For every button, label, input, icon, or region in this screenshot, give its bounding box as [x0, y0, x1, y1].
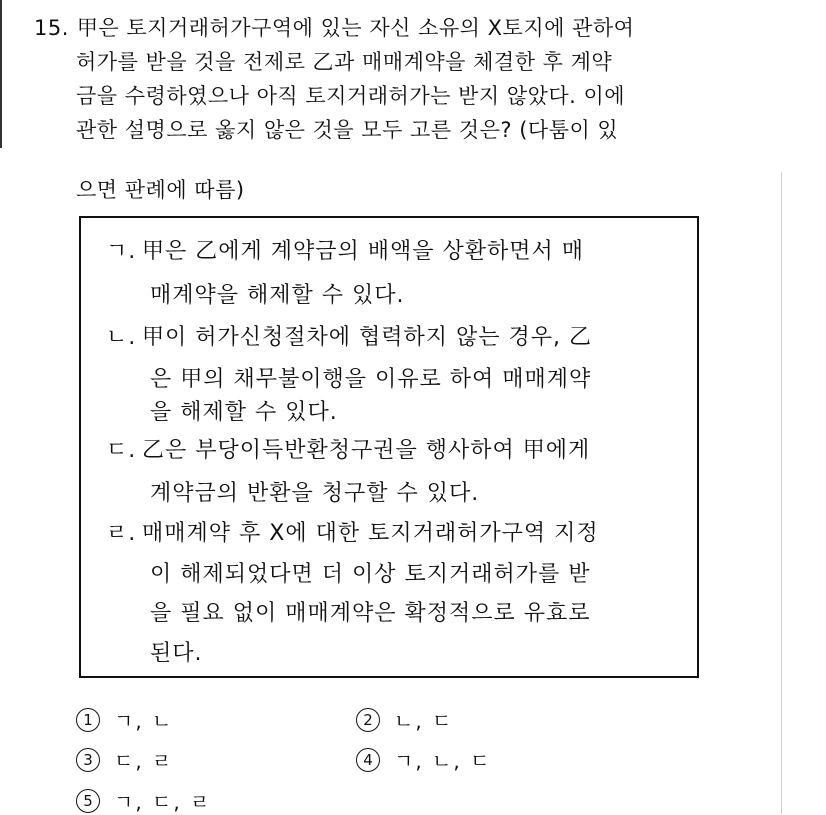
- statement-b-line-3: 을 해제할 수 있다.: [150, 400, 338, 425]
- statement-b-line-1: [106, 320, 592, 351]
- statement-c-mark: ㄷ.: [106, 438, 137, 463]
- statement-b-text-1: 甲이 허가신청절차에 협력하지 않는 경우, 乙: [142, 325, 592, 350]
- statement-c-text-1: 乙은 부당이득반환청구권을 행사하여 甲에게: [142, 438, 591, 463]
- option-number-1: 1: [76, 708, 100, 732]
- statement-d-line-2: 이 해제되었다면 더 이상 토지거래허가를 받: [150, 562, 591, 587]
- option-text-2: ㄴ, ㄷ: [394, 709, 454, 733]
- question-line-4: 관한 설명으로 옳지 않은 것을 모두 고른 것은? (다툼이 있: [76, 118, 619, 142]
- statement-a-mark: ㄱ.: [106, 239, 137, 264]
- statement-b-mark: ㄴ.: [106, 325, 137, 350]
- answer-option-5[interactable]: [76, 786, 211, 815]
- statement-c-line-1: [106, 433, 590, 464]
- right-column-rule: [781, 172, 782, 814]
- statement-d-line-1: [106, 516, 599, 547]
- question-line-5: 으면 판례에 따름): [76, 178, 245, 202]
- option-number-2: 2: [356, 708, 380, 732]
- question-line-2: 허가를 받을 것을 전제로 乙과 매매계약을 체결한 후 계약: [76, 50, 613, 74]
- statement-c-line-2: 계약금의 반환을 청구할 수 있다.: [150, 481, 480, 506]
- left-margin-rule: [0, 0, 2, 148]
- statement-d-text-1: 매매계약 후 X에 대한 토지거래허가구역 지정: [142, 521, 599, 546]
- statement-a-line-1: [106, 234, 584, 265]
- answer-option-1[interactable]: [76, 705, 173, 734]
- option-number-3: 3: [76, 748, 100, 772]
- answer-option-3[interactable]: [76, 745, 173, 774]
- question-number: 15.: [34, 16, 69, 40]
- option-number-5: 5: [76, 789, 100, 813]
- option-text-1: ㄱ, ㄴ: [114, 709, 174, 733]
- question-text-1: 甲은 토지거래허가구역에 있는 자신 소유의 X토지에 관하여: [76, 16, 635, 40]
- question-line-3: 금을 수령하였으나 아직 토지거래허가는 받지 않았다. 이에: [76, 84, 626, 108]
- answer-option-2[interactable]: [356, 705, 453, 734]
- statement-d-line-3: 을 필요 없이 매매계약은 확정적으로 유효로: [150, 601, 591, 626]
- option-text-5: ㄱ, ㄷ, ㄹ: [114, 790, 212, 814]
- statement-d-mark: ㄹ.: [106, 521, 137, 546]
- answer-option-4[interactable]: [356, 745, 491, 774]
- option-text-4: ㄱ, ㄴ, ㄷ: [394, 749, 492, 773]
- statement-d-line-4: 된다.: [150, 641, 203, 666]
- question-line-1: [34, 12, 634, 42]
- statement-b-line-2: 은 甲의 채무불이행을 이유로 하여 매매계약: [150, 367, 592, 392]
- option-text-3: ㄷ, ㄹ: [114, 749, 174, 773]
- statement-a-line-2: 매계약을 해제할 수 있다.: [150, 283, 405, 308]
- statement-a-text-1: 甲은 乙에게 계약금의 배액을 상환하면서 매: [142, 239, 584, 264]
- option-number-4: 4: [356, 748, 380, 772]
